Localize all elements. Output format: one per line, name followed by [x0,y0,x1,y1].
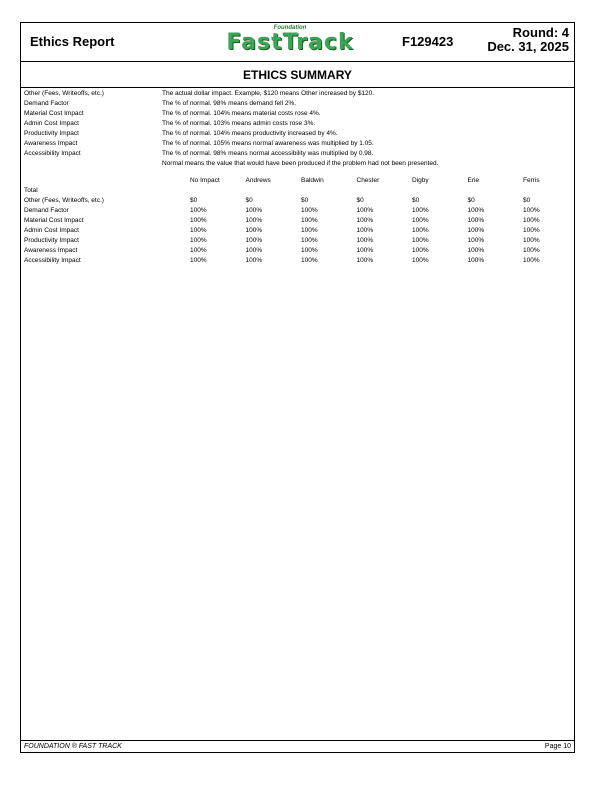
table-cell: 100% [245,227,263,234]
table-cell: $0 [356,197,364,204]
table-cell: 100% [523,247,540,254]
section-title: ETHICS SUMMARY [243,68,352,82]
definition-name: Productivity Impact [24,130,79,137]
row-label: Awareness Impact [24,247,78,254]
table-corner [24,176,190,186]
table-cell: $0 [467,197,475,204]
table-cell: 100% [190,247,207,254]
table-cell: 100% [356,247,374,254]
table-cell: 100% [356,207,374,214]
page-number: Page 10 [544,743,571,750]
report-id: F129423 [402,34,454,49]
table-cell: 100% [301,227,318,234]
logo-wordmark: FastTrack [226,30,354,55]
column-header: Digby [412,177,429,184]
round-info [487,26,569,54]
table-cell: 100% [412,237,429,244]
table-cell: $0 [523,197,531,204]
table-header-row [24,176,579,186]
total-label: Total [24,187,38,194]
table-cell: 100% [190,217,207,224]
column-header: Ferris [523,177,540,184]
table-cell: 100% [245,217,263,224]
report-title: Ethics Report [30,34,115,49]
table-cell: 100% [190,257,207,264]
table-cell: 100% [190,207,207,214]
definition-row [24,109,438,119]
table-cell: $0 [190,197,198,204]
table-cell: 100% [245,247,263,254]
table-cell: 100% [467,217,485,224]
report-header [20,22,575,62]
table-cell: 100% [467,237,485,244]
table-cell: 100% [245,257,263,264]
ethics-impact-table [24,176,579,266]
definition-text: The % of normal. 105% means normal awareness was multiplied by 1.05. [162,140,374,147]
table-cell: 100% [412,227,429,234]
table-cell: $0 [412,197,420,204]
table-cell: 100% [523,237,540,244]
table-cell: 100% [412,257,429,264]
table-cell: 100% [356,237,374,244]
row-label: Demand Factor [24,207,69,214]
table-cell: 100% [245,237,263,244]
table-cell: 100% [523,207,540,214]
report-date: Dec. 31, 2025 [487,39,569,54]
table-cell: 100% [356,227,374,234]
report-footer [20,740,575,753]
table-cell: 100% [190,237,207,244]
definitions-note: Normal means the value that would have been produced if the problem had not been presented. [162,160,439,167]
table-cell: 100% [467,207,485,214]
table-cell: 100% [523,217,540,224]
definition-text: The % of normal. 98% means demand fell 2%. [162,100,297,107]
definition-text: The % of normal. 98% means normal accessibility was multiplied by 0.98. [162,150,374,157]
definition-name: Accessibility Impact [24,150,81,157]
table-row [24,216,579,226]
table-cell: 100% [301,237,318,244]
table-row [24,226,579,236]
definition-text: The actual dollar impact. Example, $120 means Other increased by $120. [162,90,375,97]
column-header: Andrews [245,177,271,184]
table-cell: 100% [523,227,540,234]
table-cell: 100% [467,257,485,264]
definition-row [24,99,438,109]
row-label: Accessibility Impact [24,257,81,264]
column-header: No Impact [190,177,220,184]
table-cell: 100% [301,247,318,254]
definition-name: Admin Cost Impact [24,120,79,127]
table-row [24,256,579,266]
column-header: Baldwin [301,177,324,184]
definitions-list [24,89,438,169]
definition-row [24,129,438,139]
row-label: Productivity Impact [24,237,79,244]
total-label-row [24,186,579,196]
definition-name: Other (Fees, Writeoffs, etc.) [24,90,104,97]
table-row [24,196,579,206]
definition-name: Material Cost Impact [24,110,84,117]
table-cell: 100% [301,217,318,224]
table-row [24,246,579,256]
row-label: Other (Fees, Writeoffs, etc.) [24,197,104,204]
definition-row [24,119,438,129]
table-cell: 100% [245,207,263,214]
row-label: Admin Cost Impact [24,227,79,234]
table-row [24,206,579,216]
definition-text: The % of normal. 103% means admin costs rose 3%. [162,120,316,127]
definition-text: The % of normal. 104% means material costs rose 4%. [162,110,321,117]
foundation-fasttrack-logo [220,25,360,59]
footer-brand: FOUNDATION ® FAST TRACK [24,743,122,750]
column-header: Erie [467,177,480,184]
table-cell: 100% [190,227,207,234]
table-cell: 100% [467,247,485,254]
table-cell: 100% [412,247,429,254]
definition-row [24,89,438,99]
table-cell: 100% [356,257,374,264]
definition-row [24,149,438,159]
table-cell: 100% [301,207,318,214]
row-label: Material Cost Impact [24,217,84,224]
round-number: Round: 4 [512,25,569,40]
definition-row [24,139,438,149]
definition-name: Demand Factor [24,100,69,107]
table-cell: 100% [412,207,429,214]
table-cell: 100% [467,227,485,234]
definition-name: Awareness Impact [24,140,78,147]
section-header [20,62,575,88]
table-cell: 100% [301,257,318,264]
table-cell: 100% [523,257,540,264]
table-cell: $0 [245,197,253,204]
column-header: Chester [356,177,380,184]
table-cell: 100% [356,217,374,224]
table-row [24,236,579,246]
table-cell: 100% [412,217,429,224]
definition-text: The % of normal. 104% means productivity increased by 4%. [162,130,338,137]
table-cell: $0 [301,197,309,204]
logo-subtitle: Foundation [273,25,307,31]
